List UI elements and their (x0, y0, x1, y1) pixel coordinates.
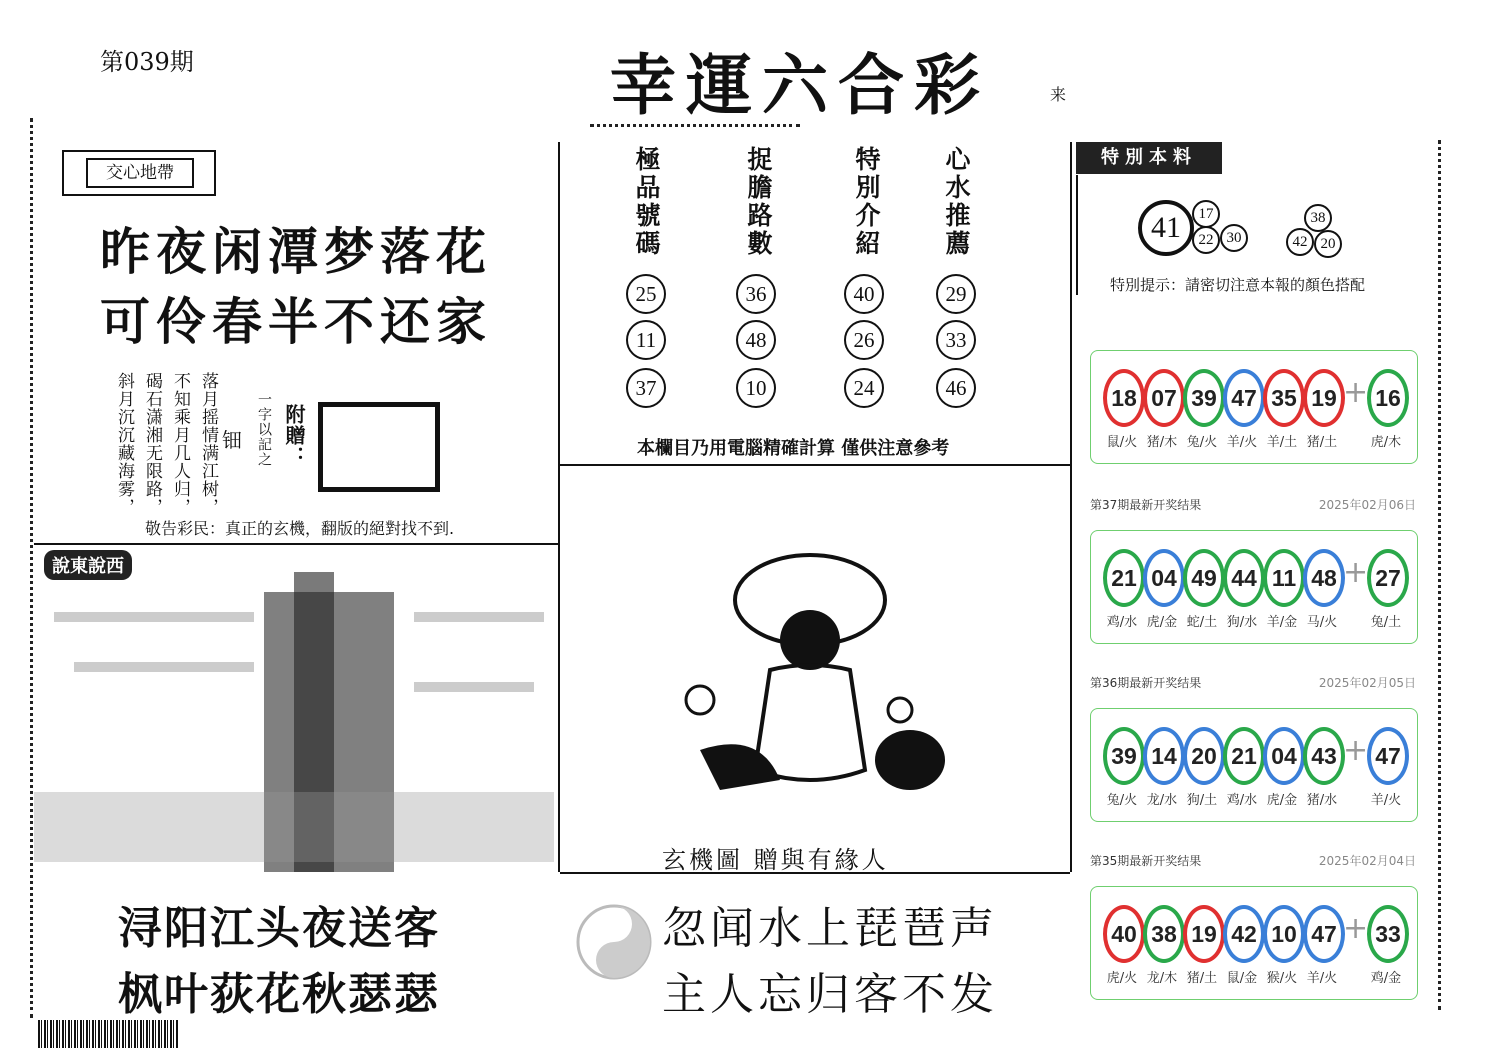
zodiac-label: 羊/土 (1266, 435, 1298, 450)
result-label: 第35期最新开奖结果 (1090, 854, 1202, 868)
result-ball: 10 (1263, 905, 1305, 963)
special-ball: 16 (1367, 369, 1409, 427)
pick-number: 25 (626, 274, 666, 314)
result-ball: 19 (1303, 369, 1345, 427)
result-ball: 49 (1183, 549, 1225, 607)
title-suffix: 来 (1050, 85, 1067, 104)
result-header (1090, 674, 1416, 691)
right-border-vine (1438, 140, 1441, 1010)
left-bottom-poem-line-1: 浔阳江头夜送客 (118, 903, 440, 954)
zodiac-label: 兔/火 (1186, 435, 1218, 450)
plus-icon: + (1343, 911, 1369, 946)
verse-column: 落月摇情满江树， (198, 372, 218, 516)
middle-right-divider (1070, 142, 1072, 872)
pick-number: 33 (936, 320, 976, 360)
result-ball: 07 (1143, 369, 1185, 427)
featured-number: 38 (1304, 204, 1332, 232)
zodiac-label: 猴/火 (1266, 971, 1298, 986)
result-ball: 04 (1143, 549, 1185, 607)
column-head: 極品號碼 (632, 146, 661, 258)
zodiac-label: 虎/火 (1106, 971, 1138, 986)
result-ball: 21 (1223, 727, 1265, 785)
verse-column: 斜月沉沉藏海雾， (114, 372, 134, 516)
gift-label: 附贈： (282, 404, 306, 467)
pick-number: 40 (844, 274, 884, 314)
zodiac-label: 虎/木 (1370, 435, 1402, 450)
notice-text: 敬告彩民：真正的玄機，翻版的絕對找不到. (145, 519, 455, 538)
zodiac-label: 猪/土 (1306, 435, 1338, 450)
result-ball: 18 (1103, 369, 1145, 427)
result-ball: 21 (1103, 549, 1145, 607)
page-title: 幸運六合彩 (610, 46, 990, 124)
pick-number: 37 (626, 368, 666, 408)
special-ball: 27 (1367, 549, 1409, 607)
result-ball: 40 (1103, 905, 1145, 963)
result-card (1090, 350, 1418, 464)
result-card (1090, 886, 1418, 1000)
result-ball: 43 (1303, 727, 1345, 785)
featured-number: 20 (1314, 230, 1342, 258)
verse-column: 碣石潇湘无限路， (142, 372, 162, 516)
special-ball: 33 (1367, 905, 1409, 963)
barcode (38, 1020, 178, 1048)
zodiac-label: 羊/金 (1266, 615, 1298, 630)
calc-note: 本欄目乃用電腦精確計算 僅供注意參考 (637, 438, 950, 459)
zodiac-label: 鸡/金 (1370, 971, 1402, 986)
result-ball: 47 (1303, 905, 1345, 963)
zodiac-label: 兔/土 (1370, 615, 1402, 630)
middle-poem-line-2: 主人忘归客不发 (662, 969, 998, 1020)
left-poem-line-2: 可伶春半不还家 (100, 292, 492, 351)
result-ball: 19 (1183, 905, 1225, 963)
column-head: 特別介紹 (852, 146, 881, 258)
special-ball: 47 (1367, 727, 1409, 785)
result-ball: 20 (1183, 727, 1225, 785)
issue-number: 第039期 (100, 48, 194, 76)
result-ball: 11 (1263, 549, 1305, 607)
featured-number: 17 (1192, 200, 1220, 228)
result-date: 2025年02月05日 (1318, 676, 1416, 690)
left-bottom-poem-line-2: 枫叶荻花秋瑟瑟 (118, 969, 440, 1020)
pick-number: 26 (844, 320, 884, 360)
plus-icon: + (1343, 555, 1369, 590)
result-ball: 42 (1223, 905, 1265, 963)
featured-main-number: 41 (1138, 200, 1194, 256)
zodiac-label: 马/火 (1306, 615, 1338, 630)
result-header (1090, 852, 1416, 869)
section-tag-left-bottom: 說東說西 (44, 550, 132, 580)
middle-left-divider (558, 142, 560, 872)
result-card (1090, 530, 1418, 644)
result-header (1090, 496, 1416, 513)
result-ball: 48 (1303, 549, 1345, 607)
title-ornament (590, 124, 800, 127)
right-top-divider (1076, 175, 1078, 295)
pick-number: 11 (626, 320, 666, 360)
result-ball: 38 (1143, 905, 1185, 963)
hint-char: 钿 (222, 428, 242, 452)
result-ball: 39 (1103, 727, 1145, 785)
plus-icon: + (1343, 375, 1369, 410)
section-tag-left-top: 交心地帶 (86, 158, 194, 188)
zodiac-label: 虎/金 (1266, 793, 1298, 808)
result-ball: 47 (1223, 369, 1265, 427)
zodiac-label: 猪/木 (1146, 435, 1178, 450)
result-ball: 04 (1263, 727, 1305, 785)
result-ball: 44 (1223, 549, 1265, 607)
result-ball: 39 (1183, 369, 1225, 427)
result-ball: 14 (1143, 727, 1185, 785)
result-card (1090, 708, 1418, 822)
featured-number: 30 (1220, 224, 1248, 252)
zodiac-label: 猪/水 (1306, 793, 1338, 808)
pick-number: 24 (844, 368, 884, 408)
left-divider (34, 543, 558, 545)
column-head: 心水推薦 (942, 146, 971, 258)
result-ball: 35 (1263, 369, 1305, 427)
column-head: 捉膽路數 (744, 146, 773, 258)
middle-poem-line-1: 忽闻水上琵琶声 (662, 903, 998, 954)
zodiac-label: 羊/火 (1370, 793, 1402, 808)
pick-number: 46 (936, 368, 976, 408)
zodiac-label: 虎/金 (1146, 615, 1178, 630)
pick-number: 29 (936, 274, 976, 314)
zodiac-label: 兔/火 (1106, 793, 1138, 808)
color-hint: 特別提示：請密切注意本報的顏色搭配 (1110, 276, 1366, 294)
scan-noise-graphic (34, 552, 554, 882)
featured-number: 22 (1192, 226, 1220, 254)
zodiac-label: 猪/土 (1186, 971, 1218, 986)
result-date: 2025年02月04日 (1318, 854, 1416, 868)
section-tag-right-top: 特別本料 (1076, 142, 1222, 174)
zodiac-label: 蛇/土 (1186, 615, 1218, 630)
plus-icon: + (1343, 733, 1369, 768)
result-label: 第37期最新开奖结果 (1090, 498, 1202, 512)
zodiac-label: 龙/木 (1146, 971, 1178, 986)
zodiac-label: 鸡/水 (1106, 615, 1138, 630)
verse-column: 不知乘月几人归， (170, 372, 190, 516)
yin-yang-icon (574, 902, 654, 982)
zodiac-label: 狗/水 (1226, 615, 1258, 630)
zodiac-label: 鼠/金 (1226, 971, 1258, 986)
cartoon-illustration (660, 530, 960, 810)
zodiac-label: 狗/土 (1186, 793, 1218, 808)
middle-divider-1 (560, 464, 1070, 466)
pick-number: 36 (736, 274, 776, 314)
result-label: 第36期最新开奖结果 (1090, 676, 1202, 690)
zodiac-label: 龙/水 (1146, 793, 1178, 808)
left-border-vine (30, 118, 33, 1018)
pick-number: 10 (736, 368, 776, 408)
hint-label: 一字以記之 (256, 392, 272, 467)
zodiac-label: 羊/火 (1226, 435, 1258, 450)
pick-number: 48 (736, 320, 776, 360)
zodiac-label: 鼠/火 (1106, 435, 1138, 450)
result-date: 2025年02月06日 (1318, 498, 1416, 512)
zodiac-label: 鸡/水 (1226, 793, 1258, 808)
zodiac-label: 羊/火 (1306, 971, 1338, 986)
featured-number: 42 (1286, 228, 1314, 256)
gift-box (318, 402, 440, 492)
illustration-caption: 玄機圖 贈與有緣人 (662, 846, 889, 874)
left-poem-line-1: 昨夜闲潭梦落花 (100, 222, 492, 281)
